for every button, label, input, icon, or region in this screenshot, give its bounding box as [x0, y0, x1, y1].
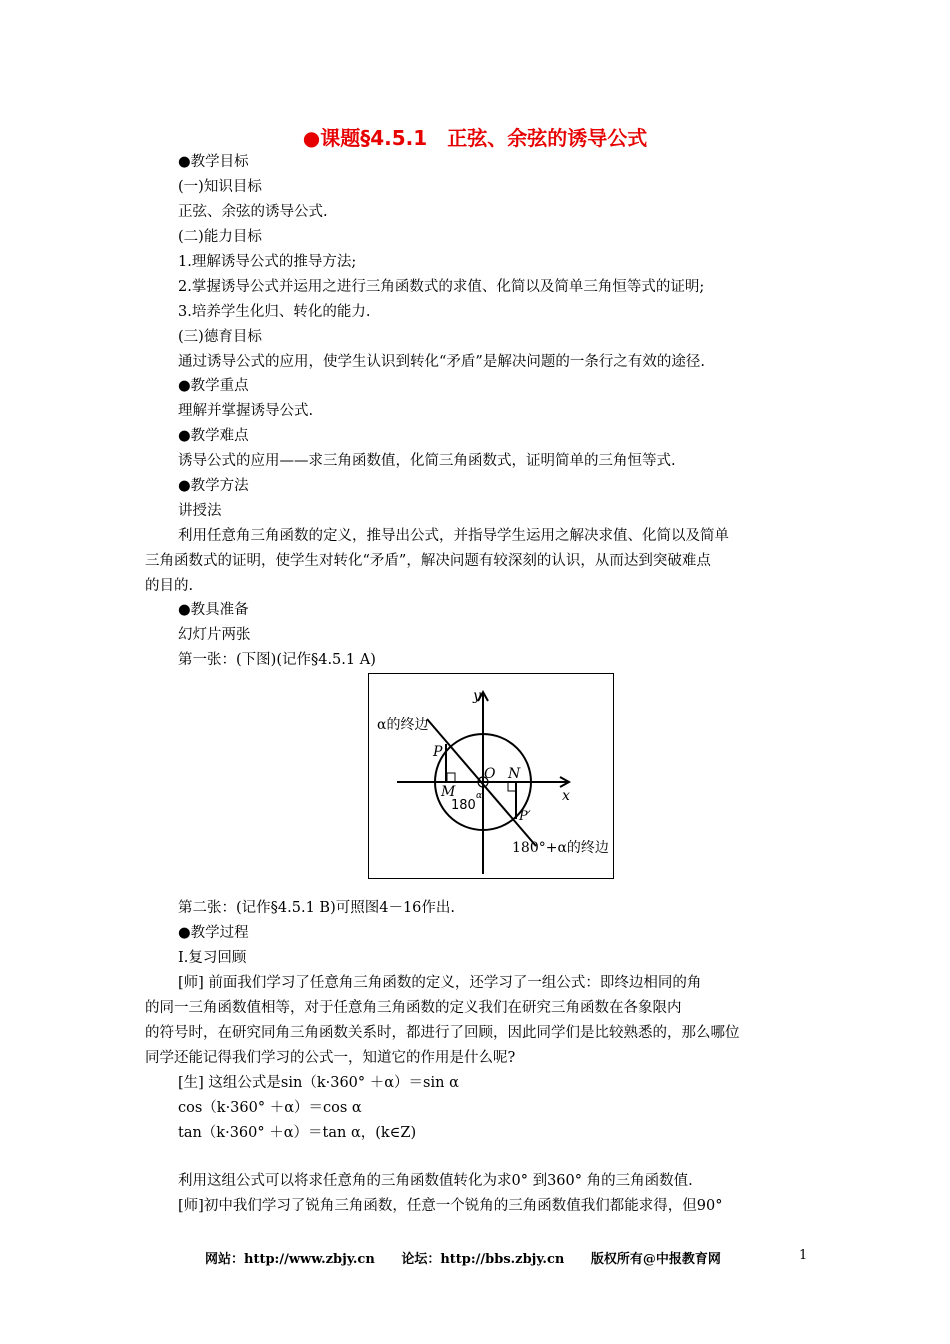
paragraph-line: 的目的. — [145, 578, 194, 594]
right-angle-N — [508, 782, 516, 791]
heading-difficulty: ●教学难点 — [178, 428, 249, 444]
y-label: y — [473, 688, 481, 704]
text-line: [师]初中我们学习了锐角三角函数，任意一个锐角的三角函数值我们都能求得，但90° — [178, 1198, 723, 1214]
footer-forum: 论坛：http://bbs.zbjy.cn — [401, 1252, 565, 1267]
subheading-review: Ⅰ.复习回顾 — [178, 950, 247, 966]
text-line: 利用这组公式可以将求任意角的三角函数值转化为求0° 到360° 角的三角函数值. — [178, 1173, 693, 1189]
text-line: 3.培养学生化归、转化的能力. — [178, 304, 371, 320]
text-line: 理解并掌握诱导公式. — [178, 403, 314, 419]
right-angle-M — [447, 773, 455, 782]
footer-site: 网站：http://www.zbjy.cn — [205, 1252, 375, 1267]
text-line: 第二张：(记作§4.5.1 B)可照图4－16作出. — [178, 900, 456, 916]
formula-sin: [生] 这组公式是sin（k·360° ＋α）＝sin α — [178, 1075, 459, 1091]
subheading-moral: (三)德育目标 — [178, 329, 262, 345]
paragraph-line: 三角函数式的证明，使学生对转化“矛盾”，解决问题有较深刻的认识，从而达到突破难点 — [145, 553, 711, 569]
text-line: 诱导公式的应用——求三角函数值，化简三角函数式，证明简单的三角恒等式. — [178, 453, 676, 469]
heading-process: ●教学过程 — [178, 925, 249, 941]
lesson-title: ●课题§4.5.1 正弦、余弦的诱导公式 — [302, 126, 648, 150]
text-line: 2.掌握诱导公式并运用之进行三角函数式的求值、化简以及简单三角恒等式的证明; — [178, 279, 705, 295]
heading-tools: ●教具准备 — [178, 602, 249, 618]
point-M-label: M — [441, 784, 456, 800]
formula-tan: tan（k·360° ＋α）＝tan α，(k∈Z) — [178, 1125, 417, 1141]
text-line: 幻灯片两张 — [178, 627, 251, 643]
footer-copyright: 版权所有@中报教育网 — [590, 1252, 721, 1267]
unit-circle-figure — [368, 673, 614, 879]
point-P-label: P — [433, 744, 443, 760]
paragraph-line: 同学还能记得我们学习的公式一，知道它的作用是什么呢? — [145, 1050, 516, 1066]
x-label: x — [562, 788, 570, 804]
origin-O-label: O — [484, 766, 496, 782]
text-line: 讲授法 — [178, 503, 222, 519]
heading-focus: ●教学重点 — [178, 378, 249, 394]
page-footer — [205, 1248, 743, 1267]
alpha-side-label: α的终边 — [377, 717, 429, 733]
formula-cos: cos（k·360° ＋α）＝cos α — [178, 1100, 362, 1116]
angle-alpha-label: α — [476, 791, 483, 801]
point-Pprime-label: P′ — [519, 809, 531, 824]
paragraph-line: 的符号时，在研究同角三角函数关系时，都进行了回顾，因此同学们是比较熟悉的，那么哪位 — [145, 1025, 740, 1041]
text-line: 正弦、余弦的诱导公式. — [178, 204, 328, 220]
paragraph-line: 的同一三角函数值相等，对于任意角三角函数的定义我们在研究三角函数在各象限内 — [145, 1000, 682, 1016]
paragraph-line: [师] 前面我们学习了任意角三角函数的定义，还学习了一组公式：即终边相同的角 — [178, 975, 702, 991]
text-line: 1.理解诱导公式的推导方法; — [178, 254, 357, 270]
point-N-label: N — [508, 766, 521, 782]
paragraph-line: 利用任意角三角函数的定义，推导出公式，并指导学生运用之解决求值、化简以及简单 — [178, 528, 729, 544]
page-number: 1 — [799, 1248, 808, 1263]
text-line: 第一张：(下图)(记作§4.5.1 A) — [178, 652, 376, 668]
subheading-knowledge: (一)知识目标 — [178, 179, 262, 195]
180-alpha-side-label: 180°+α的终边 — [512, 840, 609, 856]
heading-objectives: ●教学目标 — [178, 154, 249, 170]
unit-circle-diagram — [369, 674, 612, 877]
heading-method: ●教学方法 — [178, 478, 249, 494]
text-line: 通过诱导公式的应用，使学生认识到转化“矛盾”是解决问题的一条行之有效的途径. — [178, 354, 705, 370]
subheading-ability: (二)能力目标 — [178, 229, 262, 245]
angle-180-label: 180 — [451, 798, 476, 813]
